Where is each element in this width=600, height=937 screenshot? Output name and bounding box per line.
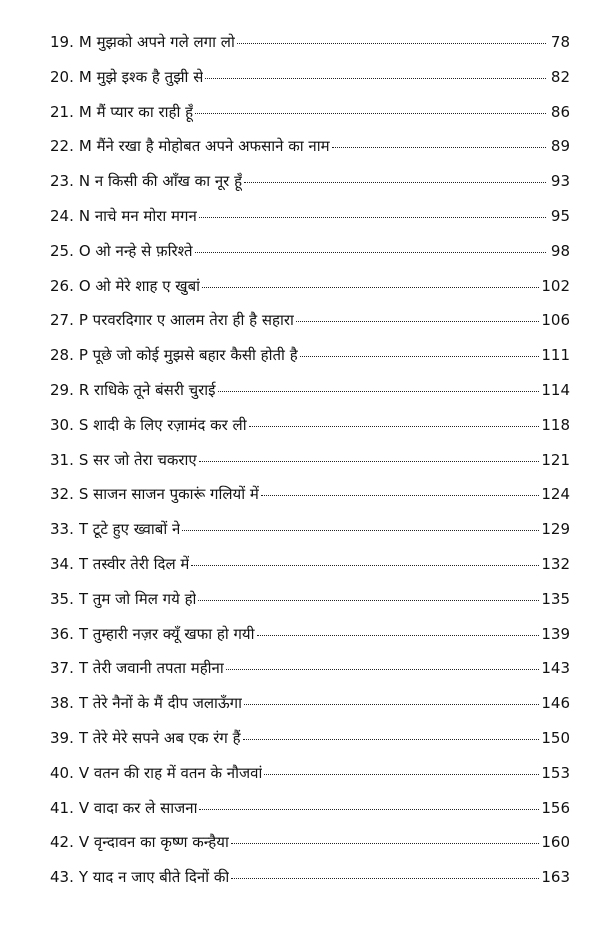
toc-entry-number: 26.	[50, 276, 74, 295]
toc-entry	[50, 832, 570, 867]
toc-entry-title: T तेरे नैनों के मैं दीप जलाऊँगा	[78, 694, 243, 713]
toc-entry	[50, 867, 570, 902]
toc-entry-number: 33.	[50, 520, 74, 539]
toc-entry-title: O ओ नन्हे से फ़रिश्ते	[78, 241, 193, 260]
toc-entry-page: 124	[541, 485, 570, 504]
toc-entry	[50, 206, 570, 241]
toc-entry-title: V वादा कर ले साजना	[78, 798, 198, 817]
toc-entry-page: 106	[541, 311, 570, 330]
toc-entry	[50, 763, 570, 798]
toc-entry	[50, 519, 570, 554]
toc-entry	[50, 102, 570, 137]
toc-entry	[50, 67, 570, 102]
toc-entry	[50, 345, 570, 380]
toc-entry-page: 82	[550, 67, 570, 86]
toc-entry-number: 25.	[50, 241, 74, 260]
dot-leader	[182, 530, 539, 531]
toc-entry-title: T तुम्हारी नज़र क्यूँ खफा हो गयी	[78, 624, 255, 643]
dot-leader	[249, 426, 540, 427]
toc-entry-title: N नाचे मन मोरा मगन	[78, 206, 197, 225]
toc-entry-number: 34.	[50, 554, 74, 573]
toc-entry-page: 163	[541, 868, 570, 887]
table-of-contents	[50, 32, 570, 902]
toc-entry	[50, 310, 570, 345]
toc-entry-title: M मुझे इश्क है तुझी से	[78, 67, 204, 86]
dot-leader	[199, 461, 540, 462]
toc-entry-title: T टूटे हुए ख्वाबों ने	[78, 520, 181, 539]
toc-entry-number: 20.	[50, 67, 74, 86]
toc-entry	[50, 32, 570, 67]
dot-leader	[199, 809, 539, 810]
toc-entry-page: 143	[541, 659, 570, 678]
dot-leader	[244, 182, 546, 183]
dot-leader	[243, 739, 540, 740]
toc-entry-page: 93	[550, 172, 570, 191]
dot-leader	[191, 565, 539, 566]
toc-entry-number: 38.	[50, 694, 74, 713]
dot-leader	[231, 843, 540, 844]
toc-entry-page: 150	[541, 728, 570, 747]
toc-entry-title: T तुम जो मिल गये हो	[78, 589, 197, 608]
toc-entry-title: M मैं प्यार का राही हूँ	[78, 102, 194, 121]
toc-entry-page: 156	[541, 798, 570, 817]
toc-entry-number: 41.	[50, 798, 74, 817]
toc-entry-title: R राधिके तूने बंसरी चुराई	[78, 380, 216, 399]
toc-entry-number: 30.	[50, 415, 74, 434]
toc-entry	[50, 798, 570, 833]
toc-entry-page: 146	[541, 694, 570, 713]
toc-entry-page: 95	[550, 206, 570, 225]
toc-entry-title: V वतन की राह में वतन के नौजवां	[78, 763, 263, 782]
dot-leader	[332, 147, 546, 148]
toc-entry	[50, 693, 570, 728]
toc-entry-number: 31.	[50, 450, 74, 469]
toc-entry	[50, 380, 570, 415]
toc-entry-number: 40.	[50, 763, 74, 782]
toc-entry	[50, 624, 570, 659]
toc-entry-title: P पूछे जो कोई मुझसे बहार कैसी होती है	[78, 346, 298, 365]
toc-entry-title: M मैंने रखा है मोहोबत अपने अफसाने का नाम	[78, 137, 330, 156]
dot-leader	[300, 356, 540, 357]
toc-entry-number: 24.	[50, 206, 74, 225]
dot-leader	[257, 635, 540, 636]
toc-entry	[50, 484, 570, 519]
toc-entry-number: 21.	[50, 102, 74, 121]
toc-entry-number: 35.	[50, 589, 74, 608]
dot-leader	[237, 43, 546, 44]
toc-entry	[50, 658, 570, 693]
toc-entry-page: 102	[541, 276, 570, 295]
toc-entry	[50, 589, 570, 624]
toc-entry	[50, 728, 570, 763]
toc-entry	[50, 171, 570, 206]
toc-entry-number: 39.	[50, 728, 74, 747]
toc-entry-page: 114	[541, 380, 570, 399]
toc-entry	[50, 450, 570, 485]
toc-entry	[50, 276, 570, 311]
dot-leader	[244, 704, 539, 705]
toc-entry-page: 139	[541, 624, 570, 643]
toc-entry-number: 27.	[50, 311, 74, 330]
toc-entry-page: 129	[541, 520, 570, 539]
toc-entry-page: 89	[550, 137, 570, 156]
toc-entry-number: 36.	[50, 624, 74, 643]
toc-entry	[50, 554, 570, 589]
toc-entry-number: 43.	[50, 868, 74, 887]
toc-entry-page: 118	[541, 415, 570, 434]
dot-leader	[199, 217, 546, 218]
toc-entry-title: M मुझको अपने गले लगा लो	[78, 33, 235, 51]
toc-entry-number: 23.	[50, 172, 74, 191]
toc-entry-page: 86	[550, 102, 570, 121]
toc-entry-number: 22.	[50, 137, 74, 156]
toc-entry-number: 42.	[50, 833, 74, 852]
toc-entry-title: T तेरे मेरे सपने अब एक रंग हैं	[78, 728, 241, 747]
dot-leader	[198, 600, 539, 601]
toc-entry-number: 32.	[50, 485, 74, 504]
toc-entry-number: 37.	[50, 659, 74, 678]
toc-entry-title: S शादी के लिए रज़ामंद कर ली	[78, 415, 247, 434]
dot-leader	[261, 495, 540, 496]
toc-entry-page: 132	[541, 554, 570, 573]
toc-entry-page: 153	[541, 763, 570, 782]
toc-entry-title: O ओ मेरे शाह ए खुबां	[78, 276, 201, 295]
toc-entry-title: T तस्वीर तेरी दिल में	[78, 554, 190, 573]
toc-entry	[50, 415, 570, 450]
toc-entry	[50, 136, 570, 171]
dot-leader	[264, 774, 539, 775]
toc-entry-number: 28.	[50, 346, 74, 365]
toc-entry-title: P परवरदिगार ए आलम तेरा ही है सहारा	[78, 311, 294, 330]
toc-entry-page: 98	[550, 241, 570, 260]
toc-entry-number: 19.	[50, 33, 74, 51]
toc-entry-title: T तेरी जवानी तपता महीना	[78, 659, 224, 678]
toc-entry-title: N न किसी की आँख का नूर हूँ	[78, 172, 243, 191]
dot-leader	[218, 391, 540, 392]
toc-entry-number: 29.	[50, 380, 74, 399]
dot-leader	[202, 287, 539, 288]
dot-leader	[231, 878, 539, 879]
toc-entry-page: 160	[541, 833, 570, 852]
toc-entry-page: 135	[541, 589, 570, 608]
toc-entry-page: 78	[550, 33, 570, 51]
dot-leader	[195, 252, 546, 253]
toc-entry-page: 111	[541, 346, 570, 365]
dot-leader	[205, 78, 546, 79]
toc-entry-title: S सर जो तेरा चकराए	[78, 450, 197, 469]
toc-entry-title: Y याद न जाए बीते दिनों की	[78, 868, 230, 887]
toc-entry-title: V वृन्दावन का कृष्ण कन्हैया	[78, 833, 229, 852]
dot-leader	[226, 669, 540, 670]
toc-entry-page: 121	[541, 450, 570, 469]
dot-leader	[195, 113, 546, 114]
toc-entry	[50, 241, 570, 276]
dot-leader	[296, 321, 539, 322]
toc-entry-title: S साजन साजन पुकारूं गलियों में	[78, 485, 259, 504]
